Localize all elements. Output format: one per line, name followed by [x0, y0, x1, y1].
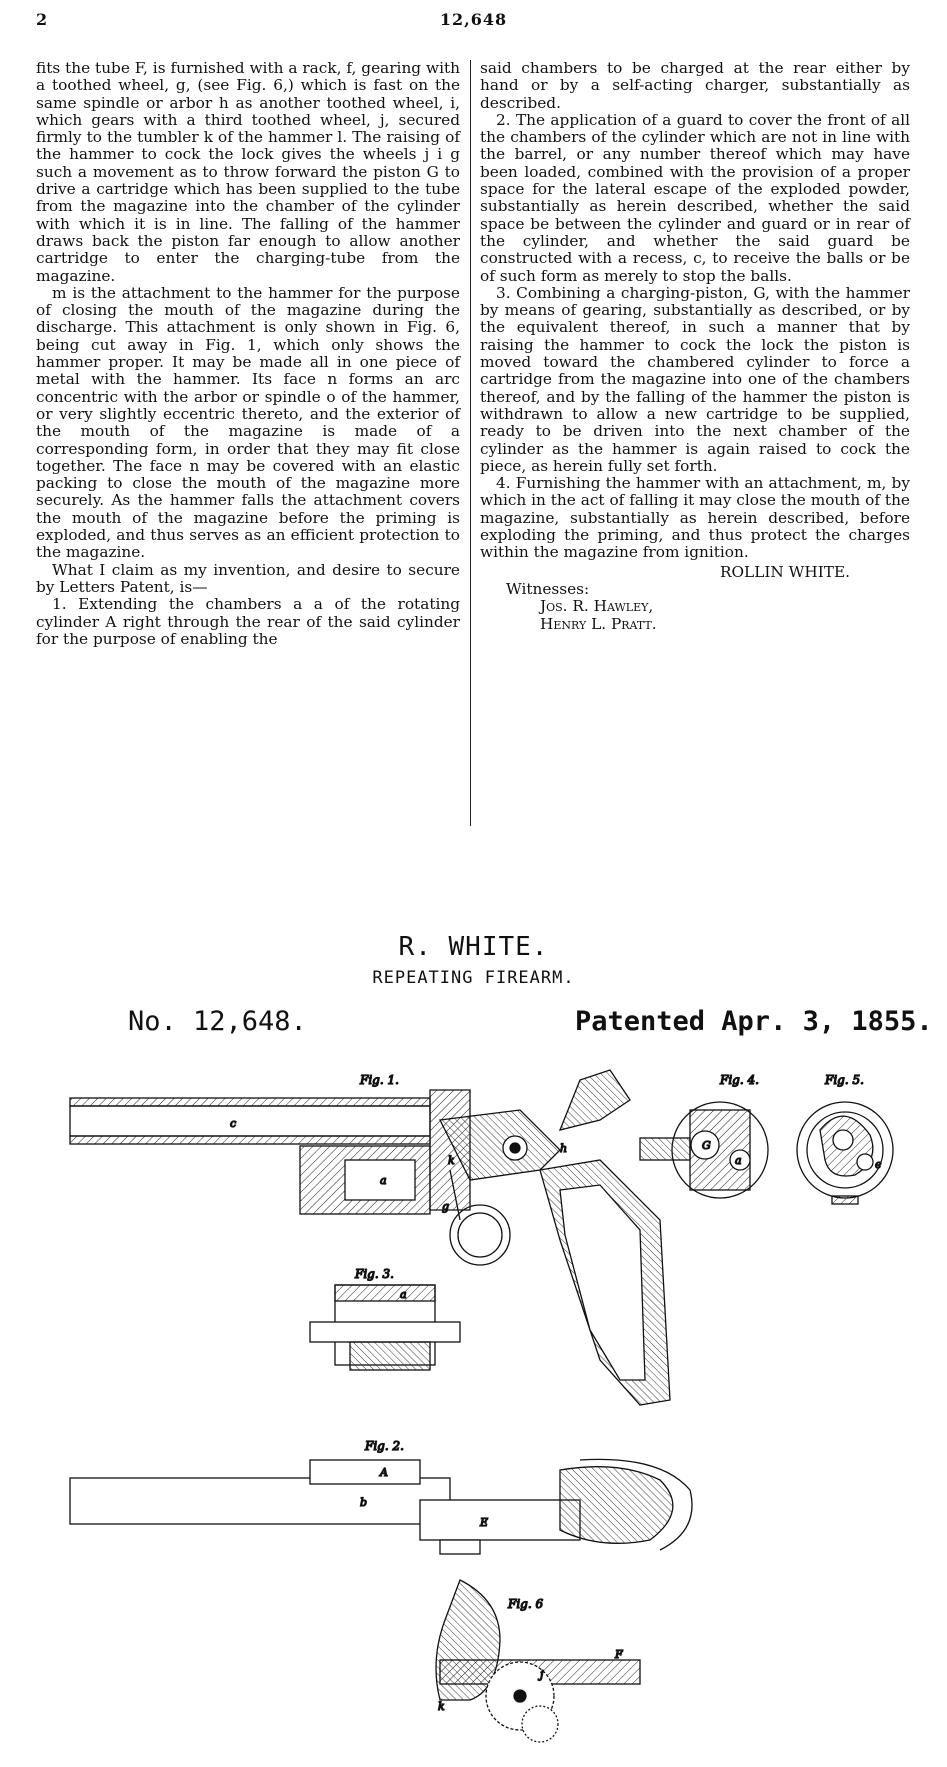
- svg-text:b: b: [360, 1496, 368, 1509]
- patent-number-header: 12,648: [439, 10, 508, 29]
- claim-2: 2. The application of a guard to cover the front of all the chambers of the cylinder which are not in line with the barrel, or any number thereof which may have been loaded, combined with the provision of a proper space for the lateral escape of the exploded powder, substantially as herein described, whether the said space be between the cylinder and guard or in rear of the cylinder, and whether the said guard be constructed with a recess, c, to receive the balls or be of such form as merely to stop the balls.: [480, 110, 910, 285]
- right-paragraph-1: said chambers to be charged at the rear either by hand or by a self-acting charger, substantially as described.: [480, 59, 910, 112]
- left-paragraph-3: What I claim as my invention, and desire to secure by Letters Patent, is—: [36, 560, 460, 596]
- witnesses-label: Witnesses:: [506, 579, 590, 598]
- page-number: 2: [36, 10, 48, 29]
- claim-4: 4. Furnishing the hammer with an attachment, m, by which in the act of falling it may close the mouth of the magazine, substantially as herein described, before exploding the priming, and thus protect the charges within the magazine from ignition.: [480, 474, 910, 562]
- figure-2-label: Fig. 2.: [365, 1439, 404, 1453]
- figure-3-label: Fig. 3.: [355, 1267, 394, 1281]
- left-paragraph-2: m is the attachment to the hammer for the purpose of closing the mouth of the magazine during the discharge. This attachment is only shown in Fig. 6, being cut away in Fig. 1, which only shows the hammer proper. It may be made all in one piece of metal with the hammer. Its face n forms an arc concentric with the arbor or spindle o of the hammer, or very slightly eccentric thereto, and the exterior of the mouth of the magazine is made of a corresponding form, in order that they may fit close together. The face n may be covered with an elastic packing to close the mouth of the magazine more securely. As the hammer falls the attachment covers the mouth of the magazine before the priming is exploded, and thus serves as an efficient protection to the magazine.: [36, 283, 460, 562]
- svg-text:g: g: [442, 1200, 450, 1213]
- svg-text:k: k: [448, 1154, 455, 1167]
- figure-3-detail: [310, 1267, 460, 1370]
- left-paragraph-4: 1. Extending the chambers a a of the rotating cylinder A right through the rear of the said cylinder for the purpose of enabling the: [36, 595, 460, 648]
- drawing-title: REPEATING FIREARM.: [372, 968, 575, 988]
- figure-2-top-view: [70, 1439, 692, 1554]
- drawing-patent-number: No. 12,648.: [128, 1006, 307, 1037]
- left-column: [36, 60, 460, 648]
- figure-1-label: Fig. 1.: [360, 1073, 399, 1087]
- figure-6-label: Fig. 6: [508, 1597, 544, 1611]
- column-divider: [470, 60, 471, 826]
- figure-4-cylinder-detail: [640, 1073, 768, 1198]
- svg-text:h: h: [560, 1142, 568, 1155]
- svg-text:a: a: [380, 1174, 387, 1187]
- svg-text:a: a: [735, 1154, 742, 1167]
- svg-text:F: F: [615, 1648, 623, 1661]
- svg-text:k: k: [438, 1700, 445, 1713]
- drawing-inventor: R. WHITE.: [398, 932, 549, 962]
- figure-5-guard-detail: [797, 1073, 893, 1204]
- witness-name: Jos. R. Hawley,: [540, 597, 654, 616]
- figure-6-gearing-detail: [436, 1580, 640, 1742]
- svg-text:j: j: [540, 1668, 544, 1681]
- witness-name: Henry L. Pratt.: [540, 614, 657, 633]
- right-column: [480, 60, 910, 633]
- claim-3: 3. Combining a charging-piston, G, with the hammer by means of gearing, substantially as described, or by the equivalent thereof, in such a manner that by raising the hammer to cock the lock the piston is moved toward the chambered cylinder to force a cartridge from the magazine into one of the chambers thereof, and by the falling of the hammer the piston is withdrawn to allow a new cartridge to be supplied, ready to be driven into the next chamber of the cylinder as the hammer is again raised to cock the piece, as herein fully set forth.: [480, 283, 910, 475]
- figure-4-label: Fig. 4.: [720, 1073, 759, 1087]
- patent-drawings: [0, 1060, 947, 1760]
- left-paragraph-1: fits the tube F, is furnished with a rack, f, gearing with a toothed wheel, g, (see Fig. 6,) which is fast on the same spindle or arbor h as another toothed wheel, i, which gears with a third toothed wheel, j, secured firmly to the tumbler k of the hammer l. The raising of the hammer to cock the lock gives the wheels j i g such a movement as to throw forward the piston G to drive a cartridge which has been supplied to the tube from the magazine into the chamber of the cylinder with which it is in line. The falling of the hammer draws back the piston far enough to allow another cartridge to enter the charging-tube from the magazine.: [36, 59, 460, 285]
- inventor-signature: ROLLIN WHITE.: [719, 562, 850, 581]
- svg-text:a: a: [400, 1288, 407, 1301]
- svg-text:e: e: [875, 1158, 882, 1171]
- svg-text:c: c: [230, 1117, 237, 1130]
- svg-text:A: A: [380, 1466, 388, 1479]
- svg-text:G: G: [702, 1139, 711, 1152]
- figure-5-label: Fig. 5.: [825, 1073, 864, 1087]
- drawing-patent-date: Patented Apr. 3, 1855.: [575, 1006, 933, 1037]
- svg-text:E: E: [480, 1516, 489, 1529]
